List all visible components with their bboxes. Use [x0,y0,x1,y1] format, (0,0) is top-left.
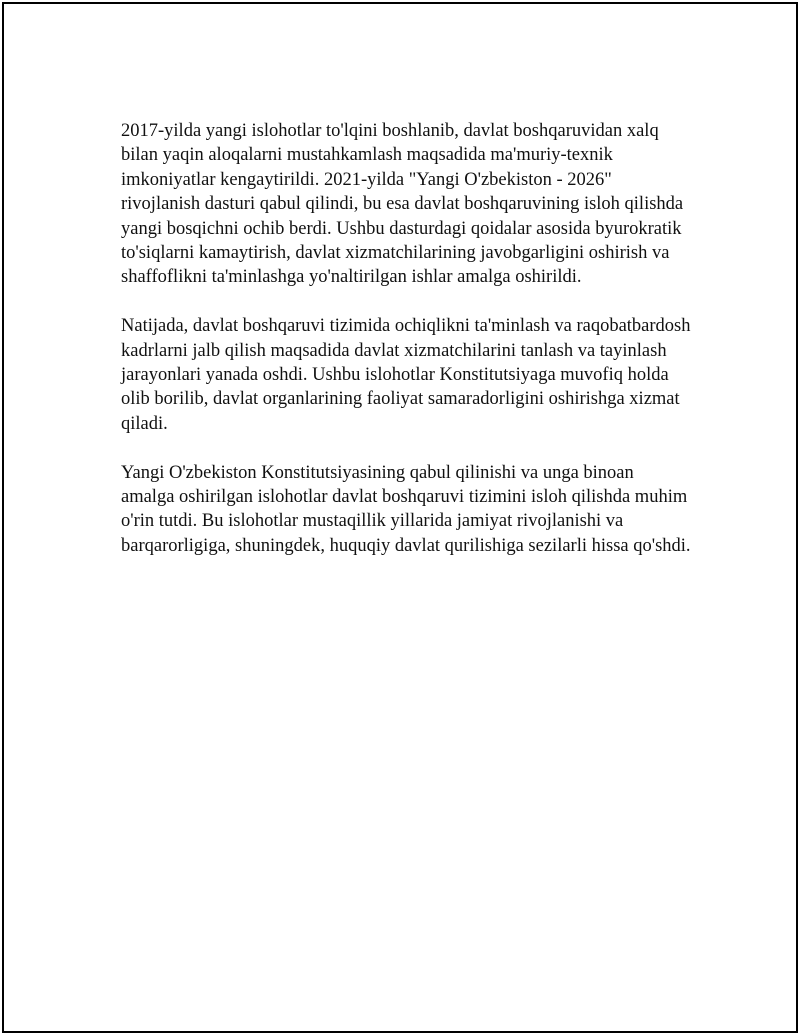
document-body [121,119,701,583]
page-border [2,2,798,1033]
text-line: to'siqlarni kamaytirish, davlat xizmatchilarining javobgarligini oshirish va [121,243,670,264]
text-line: 2017-yilda yangi islohotlar to'lqini boshlanib, davlat boshqaruvidan xalq [121,121,659,141]
paragraph-2 [121,314,701,436]
paragraph-1 [121,119,701,290]
paragraph-3 [121,461,701,559]
text-line: Natijada, davlat boshqaruvi tizimida ochiqlikni ta'minlash va raqobatbardosh [121,316,691,337]
text-line: Yangi O'zbekiston Konstitutsiyasining qabul qilinishi va unga binoan [121,462,634,483]
text-line: imkoniyatlar kengaytirildi. 2021-yilda "Yangi O'zbekiston - 2026" [121,169,612,190]
text-line: qiladi. [121,413,168,434]
text-line: barqarorligiga, shuningdek, huquqiy davlat qurilishiga sezilarli hissa qo'shdi. [121,535,691,556]
text-line: rivojlanish dasturi qabul qilindi, bu esa davlat boshqaruvining isloh qilishda [121,194,684,215]
text-line: o'rin tutdi. Bu islohotlar mustaqillik yillarida jamiyat rivojlanishi va [121,511,624,532]
text-line: shaffoflikni ta'minlashga yo'naltirilgan ishlar amalga oshirildi. [121,267,582,288]
text-line: bilan yaqin aloqalarni mustahkamlash maqsadida ma'muriy-texnik [121,145,613,166]
text-line: amalga oshirilgan islohotlar davlat boshqaruvi tizimini isloh qilishda muhim [121,487,688,508]
text-line: kadrlarni jalb qilish maqsadida davlat xizmatchilarini tanlash va tayinlash [121,340,667,361]
text-line: jarayonlari yanada oshdi. Ushbu islohotlar Konstitutsiyaga muvofiq holda [121,365,669,386]
text-line: yangi bosqichni ochib berdi. Ushbu dasturdagi qoidalar asosida byurokratik [121,218,682,239]
text-line: olib borilib, davlat organlarining faoliyat samaradorligini oshirishga xizmat [121,389,680,410]
